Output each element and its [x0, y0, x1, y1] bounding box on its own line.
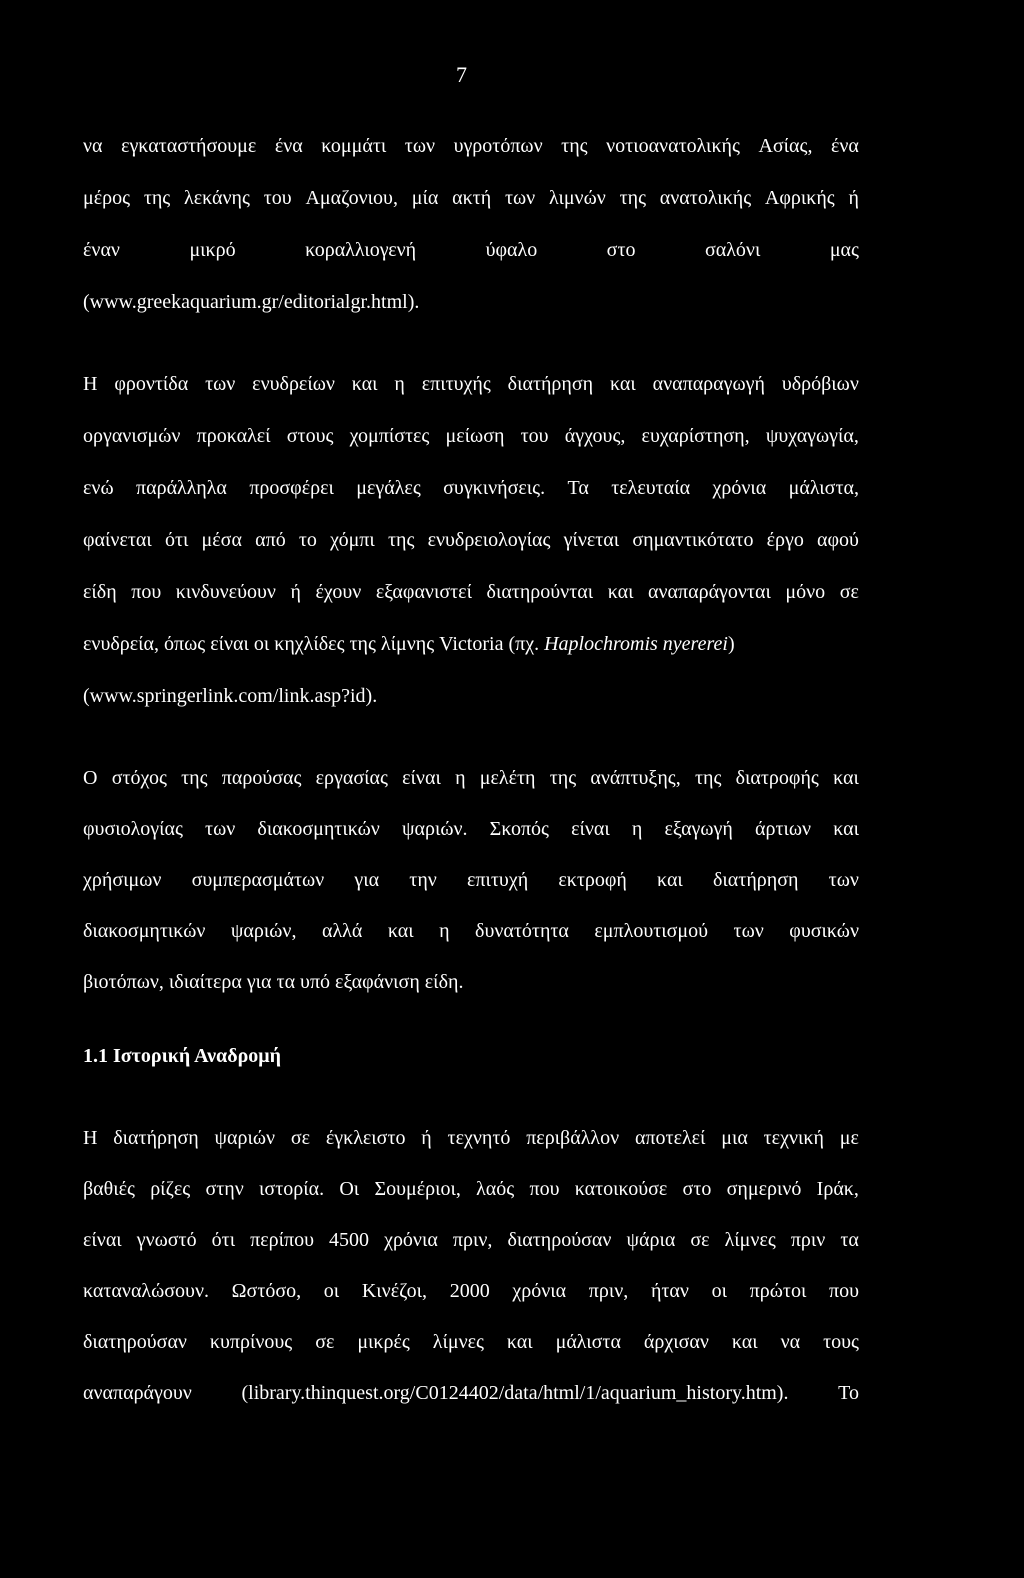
word: Ωστόσο,: [231, 1280, 302, 1302]
word: εμπλουτισμού: [594, 920, 709, 942]
word: της: [143, 187, 171, 209]
word: φροντίδα: [114, 373, 189, 395]
word: Οι: [339, 1178, 360, 1200]
word: για: [354, 869, 380, 891]
word: μελέτη: [479, 767, 536, 789]
word: εργασίας: [315, 767, 388, 789]
word: ήταν: [650, 1280, 689, 1302]
word: και: [387, 920, 414, 942]
word: τεχνητό: [447, 1127, 511, 1149]
word: χρόνια: [512, 1280, 567, 1302]
word: η: [455, 767, 466, 789]
word: ότι: [164, 529, 189, 551]
word: δυνατότητα: [475, 920, 569, 942]
paragraph-line: [83, 132, 859, 160]
word: τους: [823, 1331, 859, 1353]
word: συμπερασμάτων: [191, 869, 325, 891]
word: (library.thinquest.org/C0124402/data/html/1/aquarium_history.htm).: [241, 1382, 789, 1404]
word: κοραλλιογενή: [305, 239, 417, 261]
word: του: [520, 425, 549, 447]
word: χομπίστες: [349, 425, 430, 447]
word: έχουν: [315, 581, 362, 603]
word: από: [255, 529, 286, 551]
word: της: [549, 767, 577, 789]
word: ενώ: [83, 477, 114, 499]
word: εξαφανιστεί: [375, 581, 472, 603]
word: περιβάλλον: [526, 1127, 620, 1149]
word: αναπαραγωγή: [652, 373, 765, 395]
word: μικρές: [357, 1331, 410, 1353]
paragraph-line: [83, 764, 859, 792]
word: διακοσμητικών: [257, 818, 380, 840]
word: ψαριών.: [401, 818, 468, 840]
word: που: [829, 1280, 859, 1302]
word: Κινέζοι,: [361, 1280, 428, 1302]
word: που: [131, 581, 162, 603]
word: υδρόβιων: [781, 373, 859, 395]
word: ανάπτυξης,: [590, 767, 681, 789]
word: φυσικών: [789, 920, 859, 942]
word: πριν: [790, 1229, 826, 1251]
word: των: [504, 187, 536, 209]
word: πριν,: [588, 1280, 629, 1302]
word: μας: [829, 239, 859, 261]
word: και: [607, 581, 634, 603]
word: αναπαράγουν: [83, 1382, 192, 1404]
word: περίπου: [250, 1229, 314, 1251]
word: ανατολικής: [659, 187, 752, 209]
word: εκτροφή: [558, 869, 627, 891]
word: κυπρίνους: [209, 1331, 293, 1353]
word: διατροφής: [735, 767, 819, 789]
word: παράλληλα: [136, 477, 227, 499]
word: Σκοπός: [489, 818, 549, 840]
word: τελευταία: [611, 477, 691, 499]
word: της: [694, 767, 722, 789]
word: ενυδρείων: [252, 373, 335, 395]
word: διατήρηση: [507, 373, 594, 395]
word: ευχαρίστηση,: [641, 425, 750, 447]
word: που: [529, 1178, 560, 1200]
word: παρούσας: [221, 767, 302, 789]
word: διατηρούνται: [486, 581, 594, 603]
word: στο: [682, 1178, 712, 1200]
paragraph-line: [83, 474, 859, 502]
word: διακοσμητικών: [83, 920, 206, 942]
word: Η: [83, 1127, 98, 1149]
paragraph-line: [83, 370, 859, 398]
word: των: [205, 373, 236, 395]
word: Το: [838, 1382, 859, 1404]
word: στους: [286, 425, 334, 447]
word: προκαλεί: [196, 425, 271, 447]
paragraph-line-with-species: [83, 630, 859, 658]
word: άρτιων: [754, 818, 812, 840]
word: του: [263, 187, 292, 209]
word: εγκαταστήσουμε: [121, 135, 257, 157]
word: άρχισαν: [643, 1331, 709, 1353]
word: και: [833, 767, 859, 789]
word: της: [619, 187, 646, 209]
word: μείωση: [445, 425, 505, 447]
paragraph-line: (www.greekaquarium.gr/editorialgr.html).: [83, 291, 420, 313]
word: λίμνες: [724, 1229, 776, 1251]
word: μόνο: [785, 581, 826, 603]
section-heading: 1.1 Ιστορική Αναδρομή: [83, 1045, 281, 1067]
word: κινδυνεύουν: [175, 581, 276, 603]
word: συγκινήσεις.: [443, 477, 546, 499]
word: είδη: [83, 581, 117, 603]
word: χόμπι: [330, 529, 375, 551]
word: των: [733, 920, 764, 942]
paragraph-line: [83, 1379, 859, 1407]
word: η: [439, 920, 450, 942]
word: και: [506, 1331, 533, 1353]
word: γνωστό: [136, 1229, 197, 1251]
word: αναπαράγονται: [648, 581, 771, 603]
word: ακτή: [452, 187, 492, 209]
word: χρόνια: [384, 1229, 438, 1251]
word: έγκλειστο: [325, 1127, 406, 1149]
word: λίμνες: [432, 1331, 484, 1353]
word: σε: [839, 581, 859, 603]
word: την: [409, 869, 437, 891]
word: εξαγωγή: [664, 818, 733, 840]
word: μάλιστα: [555, 1331, 621, 1353]
word: επιτυχή: [467, 869, 529, 891]
word: Ο: [83, 767, 98, 789]
word: χρόνια: [712, 477, 767, 499]
word: έργο: [766, 529, 804, 551]
word: τα: [840, 1229, 859, 1251]
word: στο: [606, 239, 636, 261]
word: πρώτοι: [749, 1280, 807, 1302]
word: φαίνεται: [83, 529, 152, 551]
word: καταναλώσουν.: [83, 1280, 210, 1302]
word: Ασίας,: [758, 135, 813, 157]
word: ιστορία.: [259, 1178, 325, 1200]
word: βαθιές: [83, 1178, 135, 1200]
word: μέρος: [83, 187, 131, 209]
word: διατηρούσαν: [507, 1229, 612, 1251]
word: ψάρια: [626, 1229, 676, 1251]
word: σημαντικότατο: [632, 529, 754, 551]
word: και: [657, 869, 683, 891]
word: διατήρηση: [113, 1127, 199, 1149]
word: επιτυχής: [421, 373, 491, 395]
word: μικρό: [189, 239, 236, 261]
word: τεχνική: [763, 1127, 824, 1149]
word: ψυχαγωγία,: [765, 425, 859, 447]
word: των: [828, 869, 859, 891]
word: νοτιοανατολικής: [606, 135, 740, 157]
word: και: [351, 373, 378, 395]
word: και: [731, 1331, 758, 1353]
paragraph-line: [83, 1277, 859, 1305]
word: ότι: [211, 1229, 236, 1251]
word: το: [298, 529, 317, 551]
page-number: 7: [456, 62, 467, 87]
word: σαλόνι: [704, 239, 761, 261]
word: λεκάνης: [184, 187, 250, 209]
word: είναι: [402, 767, 441, 789]
word: υγροτόπων: [453, 135, 543, 157]
word: ρίζες: [150, 1178, 191, 1200]
word: και: [609, 373, 636, 395]
word: έναν: [83, 239, 120, 261]
paragraph-line: [83, 184, 859, 212]
word: της: [387, 529, 415, 551]
word: λαός: [476, 1178, 515, 1200]
line-text: ενυδρεία, όπως είναι οι κηχλίδες της λίμνης Victoria (πχ.: [83, 633, 545, 655]
word: ή: [421, 1127, 432, 1149]
word: οι: [323, 1280, 340, 1302]
word: μέσα: [201, 529, 242, 551]
word: αλλά: [321, 920, 363, 942]
word: μάλιστα,: [788, 477, 859, 499]
word: διατηρούσαν: [83, 1331, 187, 1353]
word: Ιράκ,: [816, 1178, 859, 1200]
line-text: ): [727, 633, 735, 655]
word: κατοικούσε: [574, 1178, 668, 1200]
word: είναι: [571, 818, 610, 840]
word: 2000: [449, 1280, 490, 1302]
paragraph-line: [83, 1328, 859, 1356]
word: των: [205, 818, 236, 840]
paragraph-line: [83, 1175, 859, 1203]
paragraph-line: [83, 1124, 859, 1152]
word: ενυδρειολογίας: [427, 529, 551, 551]
word: αφού: [817, 529, 859, 551]
word: είναι: [83, 1229, 122, 1251]
species-name: Haplochromis nyererei: [544, 633, 728, 655]
word: να: [83, 135, 103, 157]
paragraph-line: [83, 422, 859, 450]
word: σε: [290, 1127, 311, 1149]
paragraph-line: βιοτόπων, ιδιαίτερα για τα υπό εξαφάνιση είδη.: [83, 971, 464, 993]
word: της: [561, 135, 588, 157]
word: η: [631, 818, 643, 840]
word: αποτελεί: [634, 1127, 706, 1149]
word: ή: [290, 581, 301, 603]
word: Αφρικής: [764, 187, 835, 209]
word: κομμάτι: [321, 135, 387, 157]
word: της: [181, 767, 208, 789]
word: Σουμέριοι,: [374, 1178, 461, 1200]
paragraph-line: [83, 526, 859, 554]
word: ένα: [274, 135, 303, 157]
word: και: [833, 818, 859, 840]
word: ένα: [830, 135, 859, 157]
word: διατήρηση: [713, 869, 799, 891]
word: σημερινό: [726, 1178, 802, 1200]
paragraph-line: [83, 917, 859, 945]
word: ψαριών: [214, 1127, 276, 1149]
word: φυσιολογίας: [83, 818, 183, 840]
word: οργανισμών: [83, 425, 181, 447]
paragraph-line: [83, 866, 859, 894]
word: ή: [848, 187, 859, 209]
word: μεγάλες: [356, 477, 421, 499]
word: η: [394, 373, 405, 395]
word: σε: [690, 1229, 710, 1251]
paragraph-line: [83, 815, 859, 843]
word: άγχους,: [564, 425, 626, 447]
word: μία: [411, 187, 439, 209]
paragraph-line: (www.springerlink.com/link.asp?id).: [83, 685, 378, 707]
word: να: [780, 1331, 801, 1353]
word: ύφαλο: [485, 239, 538, 261]
word: πριν,: [452, 1229, 493, 1251]
word: ψαριών,: [230, 920, 297, 942]
word: μια: [721, 1127, 748, 1149]
word: προσφέρει: [249, 477, 334, 499]
word: στην: [205, 1178, 244, 1200]
word: χρήσιμων: [83, 869, 162, 891]
word: οι: [711, 1280, 728, 1302]
paragraph-line: [83, 578, 859, 606]
word: Αμαζονιου,: [305, 187, 398, 209]
word: με: [839, 1127, 859, 1149]
word: γίνεται: [563, 529, 620, 551]
paragraph-line: [83, 1226, 859, 1254]
word: λιμνών: [548, 187, 606, 209]
paragraph-line: [83, 236, 859, 264]
word: 4500: [329, 1229, 370, 1251]
word: των: [404, 135, 436, 157]
word: στόχος: [111, 767, 167, 789]
word: Τα: [567, 477, 589, 499]
word: σε: [315, 1331, 335, 1353]
word: Η: [83, 373, 98, 395]
